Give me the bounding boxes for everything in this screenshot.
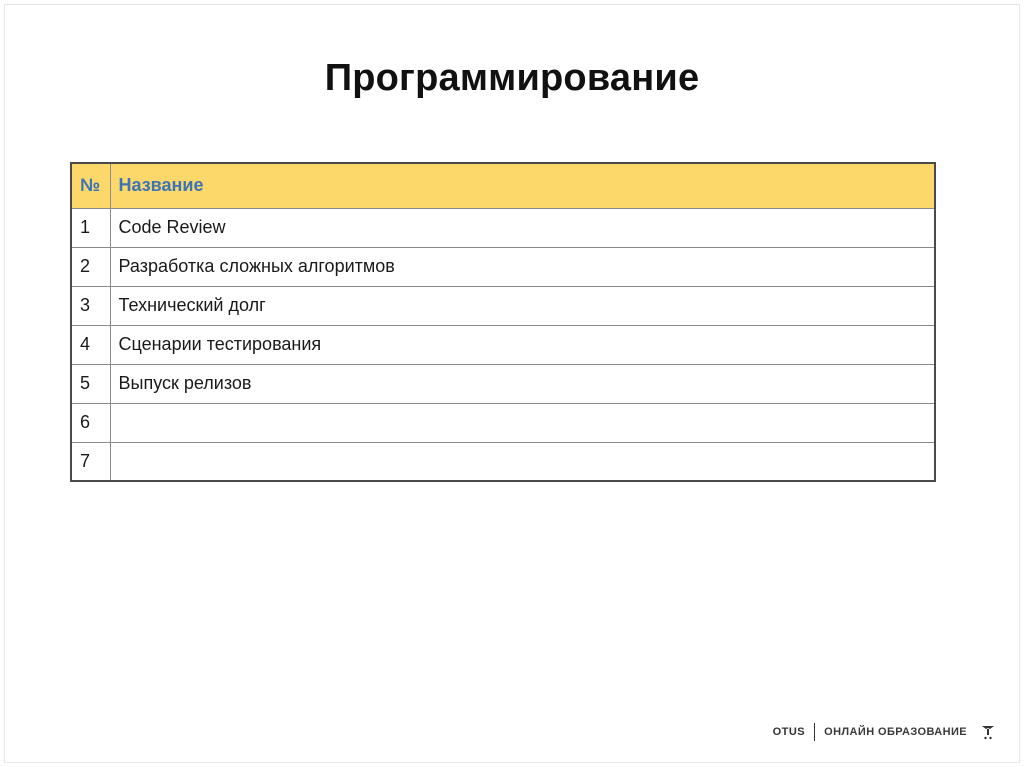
brand-name: OTUS bbox=[772, 726, 806, 738]
footer bbox=[773, 723, 995, 741]
row-name: Сценарии тестирования bbox=[110, 325, 935, 364]
row-name: Технический долг bbox=[110, 286, 935, 325]
table-row bbox=[71, 325, 935, 364]
page-title: Программирование bbox=[324, 57, 700, 99]
otus-logo-icon bbox=[981, 723, 995, 741]
row-name: Разработка сложных алгоритмов bbox=[110, 247, 935, 286]
row-name bbox=[110, 403, 935, 442]
row-name bbox=[110, 442, 935, 481]
slide bbox=[4, 4, 1020, 763]
brand-tagline: ОНЛАЙН ОБРАЗОВАНИЕ bbox=[824, 726, 967, 738]
table-row bbox=[71, 442, 935, 481]
table-header-row bbox=[71, 163, 935, 208]
row-number: 1 bbox=[71, 208, 110, 247]
table-row bbox=[71, 247, 935, 286]
row-number: 5 bbox=[71, 364, 110, 403]
row-name: Выпуск релизов bbox=[110, 364, 935, 403]
row-number: 3 bbox=[71, 286, 110, 325]
row-number: 2 bbox=[71, 247, 110, 286]
table-row bbox=[71, 208, 935, 247]
footer-divider bbox=[814, 723, 815, 741]
row-number: 4 bbox=[71, 325, 110, 364]
header-name: Название bbox=[110, 163, 935, 208]
topics-table bbox=[70, 162, 936, 482]
row-number: 7 bbox=[71, 442, 110, 481]
table-row bbox=[71, 364, 935, 403]
row-number: 6 bbox=[71, 403, 110, 442]
row-name: Code Review bbox=[110, 208, 935, 247]
table-row bbox=[71, 286, 935, 325]
table-row bbox=[71, 403, 935, 442]
header-number: № bbox=[71, 163, 110, 208]
